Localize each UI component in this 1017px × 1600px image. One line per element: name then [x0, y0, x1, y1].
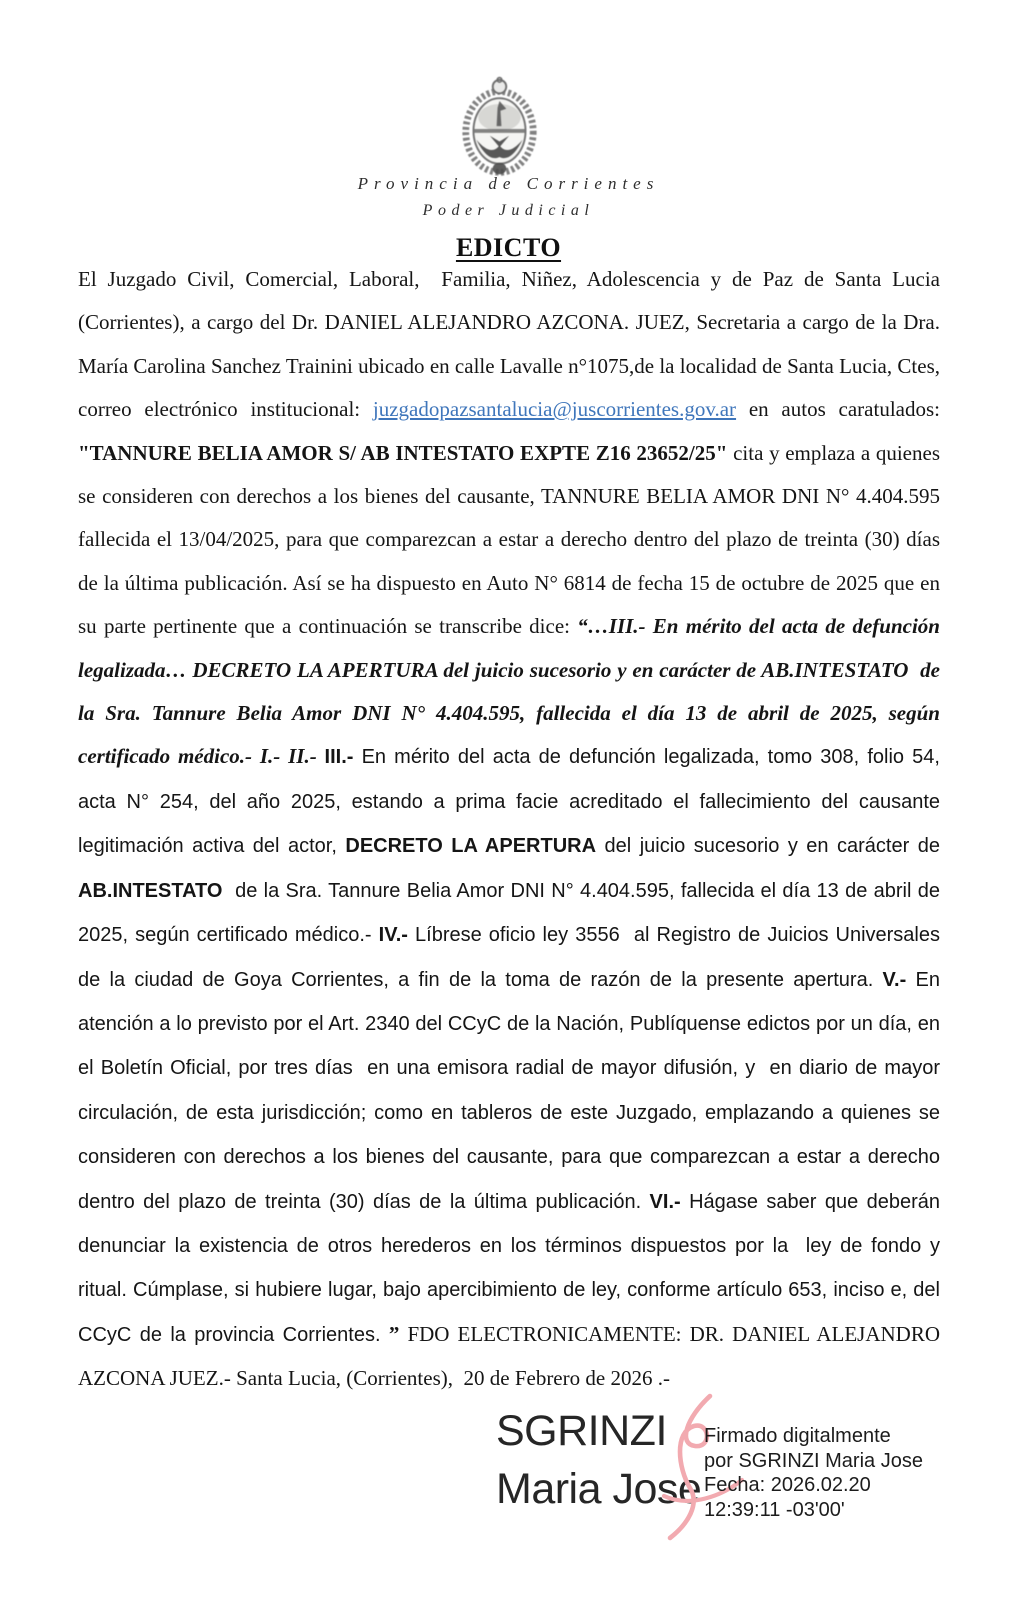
body-text-segment: “…III.- En mérito del acta de defunción legalizada… DECRETO LA APERTURA del juicio sucesorio y en carácter de AB.INTESTATO de la Sra. Tannure Belia Amor DNI N° 4.404.595, fallecida el día 13 de abril de 2025, según certificado médico.- I.- II.-	[78, 614, 940, 769]
signer-name-line1: SGRINZI	[496, 1407, 667, 1455]
signature-detail-line1: Firmado digitalmente	[704, 1425, 891, 1447]
body-text-segment: AB.INTESTATO	[78, 879, 223, 902]
body-text-segment: III.-	[324, 746, 362, 769]
edict-title: EDICTO	[455, 233, 562, 262]
body-text-segment: VI.-	[649, 1190, 681, 1213]
judicial-branch: Poder Judicial	[422, 202, 595, 219]
body-text-segment: de la Sra. Tannure Belia Amor DNI N° 4.404.595, fallecida el día 13 de abril de 2025, según certificado médico.-	[78, 879, 940, 947]
body-text-segment: Hágase saber que deberán denunciar la existencia de otros herederos en los términos dispuestos por la ley de fondo y ritual. Cúmplase, si hubiere lugar, bajo apercibimiento de ley, conforme artículo 653, inciso e, del CCyC de la provincia Corrientes.	[78, 1190, 940, 1346]
body-text-segment: cita y emplaza a quienes se consideren con derechos a los bienes del causante, TANNURE BELIA AMOR DNI N° 4.404.595 fallecida el 13/04/2025, para que comparezcan a estar a derecho dentro del plazo de treinta (30) días de la última publicación. Así se ha dispuesto en Auto N° 6814 de fecha 15 de octubre de 2025 que en su parte pertinente que a continuación se transcribe dice:	[78, 440, 941, 639]
signature-detail-line2: por SGRINZI Maria Jose	[704, 1449, 923, 1472]
signature-detail-line3: Fecha: 2026.02.20	[704, 1474, 871, 1496]
body-text-segment: En mérito del acta de defunción legalizada, tomo 308, folio 54, acta N° 254, del año 2025, estando a prima facie acreditado el fallecimiento del causante legitimación activa del actor,	[78, 746, 940, 858]
body-text-segment: En atención a lo previsto por el Art. 2340 del CCyC de la Nación, Publíquense edictos por un día, en el Boletín Oficial, por tres días en una emisora radial de mayor difusión, y en diario de mayor circulación, de esta jurisdicción; como en tableros de este Juzgado, emplazando a quienes se consideren con derechos a los bienes del causante, para que comparezcan a estar a derecho dentro del plazo de treinta (30) días de la última publicación.	[78, 968, 940, 1213]
body-text-segment: V.-	[882, 968, 907, 991]
body-text-segment: Líbrese oficio ley 3556 al Registro de Juicios Universales de la ciudad de Goya Corrientes, a fin de la toma de razón de la presente apertura.	[78, 924, 940, 991]
email-link[interactable]: juzgadopazsantalucia@juscorrientes.gov.ar	[372, 397, 737, 422]
signer-name	[496, 1402, 701, 1518]
body-text-segment: del juicio sucesorio y en carácter de	[596, 835, 940, 858]
body-text-segment: ”	[388, 1321, 408, 1346]
province-name: Provincia de Corrientes	[357, 174, 660, 193]
edict-body	[78, 258, 940, 1401]
signature-detail-line4: 12:39:11 -03'00'	[704, 1498, 845, 1521]
body-text-segment: DECRETO LA APERTURA	[345, 835, 597, 858]
body-text-segment: FDO ELECTRONICAMENTE: DR. DANIEL ALEJANDRO AZCONA JUEZ.- Santa Lucia, (Corrientes), 20 de Febrero de 2026 .-	[78, 1321, 941, 1391]
body-text-segment: El Juzgado Civil, Comercial, Laboral, Familia, Niñez, Adolescencia y de Paz de Santa Lucia (Corrientes), a cargo del Dr. DANIEL ALEJANDRO AZCONA. JUEZ, Secretaria a cargo de la Dra. María Carolina Sanchez Trainini ubicado en calle Lavalle n°1075,de la localidad de Santa Lucia, Ctes, correo electrónico institucional:	[78, 267, 940, 422]
signer-name-line2: Maria Jose	[496, 1465, 702, 1513]
body-text-segment: "TANNURE BELIA AMOR S/ AB INTESTATO EXPTE Z16 23652/25"	[78, 440, 728, 465]
coat-of-arms-icon	[451, 76, 548, 182]
signature-details	[704, 1424, 923, 1522]
body-text-segment: IV.-	[378, 924, 408, 947]
body-text-segment: en autos caratulados:	[736, 397, 940, 422]
